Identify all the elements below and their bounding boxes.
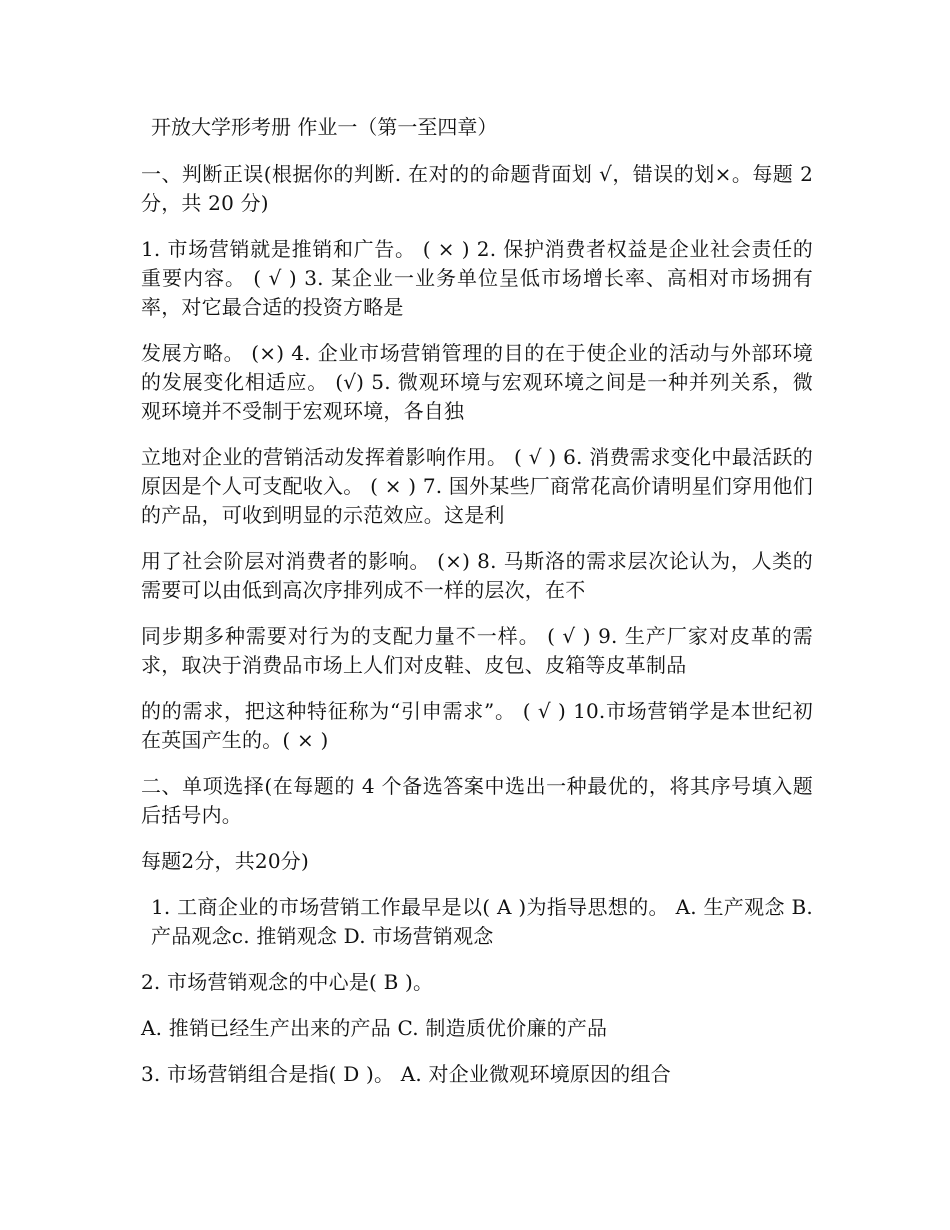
true-false-paragraph-5: 同步期多种需要对行为的支配力量不一样。 ( √ ) 9. 生产厂家对皮革的需求，取决于消费品市场上人们对皮鞋、皮包、皮箱等皮革制品 [141,624,813,677]
true-false-paragraph-2: 发展方略。 (×) 4. 企业市场营销管理的目的在于使企业的活动与外部环境的发展变化相适应。 (√) 5. 微观环境与宏观环境之间是一种并列关系，微观环境并不受制于宏观环境，各自独 [141,341,813,423]
true-false-paragraph-3: 立地对企业的营销活动发挥着影响作用。 ( √ ) 6. 消费需求变化中最活跃的原因是个人可支配收入。 ( × ) 7. 国外某些厂商常花高价请明星们穿用他们的产品，可收到明显的示范效应。这是利 [141,445,813,527]
true-false-paragraph-4: 用了社会阶层对消费者的影响。 (×) 8. 马斯洛的需求层次论认为，人类的需要可以由低到高次序排列成不一样的层次，在不 [141,549,813,602]
true-false-paragraph-6: 的的需求，把这种特征称为“引申需求”。 ( √ ) 10.市场营销学是本世纪初在英国产生的。( × ) [141,699,813,752]
multiple-choice-question-2: 2. 市场营销观念的中心是( B )。 [141,970,434,994]
section-two-heading: 二、单项选择(在每题的 4 个备选答案中选出一种最优的，将其序号填入题后括号内。 [141,774,813,827]
document-page [141,112,813,1106]
true-false-paragraph-1: 1. 市场营销就是推销和广告。 ( × ) 2. 保护消费者权益是企业社会责任的重要内容。 ( √ ) 3. 某企业一业务单位呈低市场增长率、高相对市场拥有率，对它最合适的投资方略是 [141,237,813,319]
document-title: 开放大学形考册 作业一（第一至四章） [151,115,498,139]
multiple-choice-question-2-options: A. 推销已经生产出来的产品 C. 制造质优价廉的产品 [141,1016,608,1040]
multiple-choice-question-1: 1. 工商企业的市场营销工作最早是以( A )为指导思想的。 A. 生产观念 B. 产品观念c. 推销观念 D. 市场营销观念 [151,895,813,948]
multiple-choice-question-3: 3. 市场营销组合是指( D )。 A. 对企业微观环境原因的组合 [141,1062,671,1086]
section-two-score-note: 每题2分，共20分) [141,849,309,873]
section-one-heading: 一、判断正误(根据你的判断. 在对的的命题背面划 √，错误的划×。每题 2 分，共 20 分) [141,162,813,215]
